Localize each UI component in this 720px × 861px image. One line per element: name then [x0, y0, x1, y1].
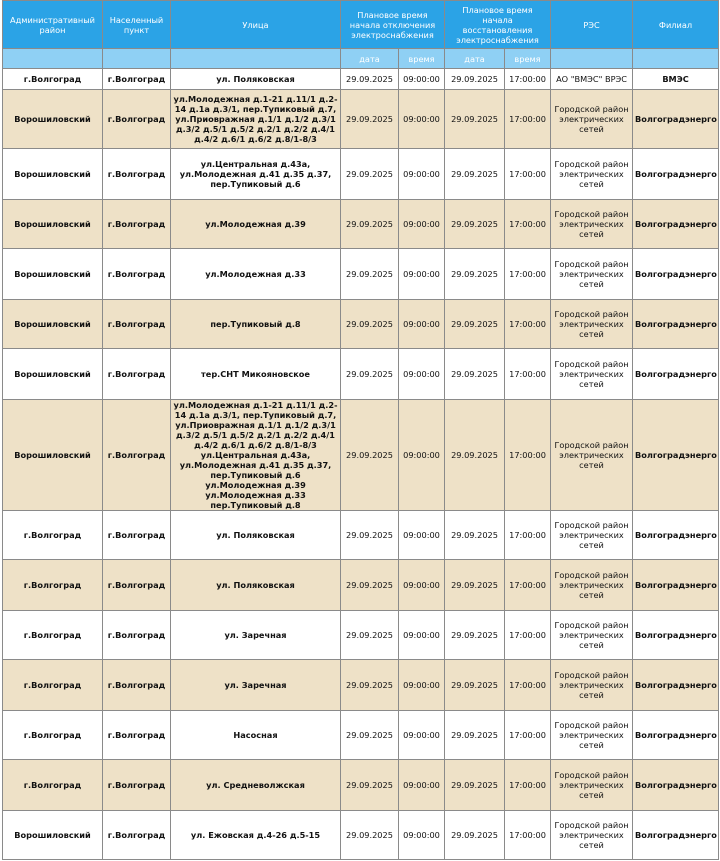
col-header-locality: Населенный пункт [103, 1, 171, 49]
cell-off-time: 09:00:00 [399, 511, 445, 560]
cell-on-time: 17:00:00 [505, 249, 551, 300]
cell-on-date: 29.09.2025 [445, 349, 505, 400]
cell-on-date: 29.09.2025 [445, 149, 505, 200]
table-row [3, 300, 719, 349]
cell-district: Ворошиловский [3, 249, 103, 300]
cell-off-date: 29.09.2025 [341, 511, 399, 560]
cell-res: Городской район электрических сетей [551, 811, 633, 860]
cell-off-time: 09:00:00 [399, 200, 445, 249]
cell-locality: г.Волгоград [103, 660, 171, 711]
cell-on-date: 29.09.2025 [445, 90, 505, 149]
subheader-empty [103, 49, 171, 69]
cell-on-time: 17:00:00 [505, 560, 551, 611]
cell-branch: Волгоградэнерго [633, 249, 719, 300]
cell-locality: г.Волгоград [103, 200, 171, 249]
cell-off-date: 29.09.2025 [341, 300, 399, 349]
cell-street: ул.Молодежная д.1-21 д.11/1 д.2-14 д.1а д.3/1, пер.Тупиковый д.7, ул.Приовражная д.1/1 д.1/2 д.3/1 д.3/2 д.5/1 д.5/2 д.2/1 д.2/2 д.4/1 д.4/2 д.6/1 д.6/2 д.8/1-8/3 [171, 90, 341, 149]
cell-off-date: 29.09.2025 [341, 560, 399, 611]
cell-district: г.Волгоград [3, 560, 103, 611]
cell-on-time: 17:00:00 [505, 511, 551, 560]
cell-on-date: 29.09.2025 [445, 760, 505, 811]
cell-off-date: 29.09.2025 [341, 811, 399, 860]
cell-district: Ворошиловский [3, 300, 103, 349]
cell-district: Ворошиловский [3, 149, 103, 200]
cell-on-date: 29.09.2025 [445, 611, 505, 660]
cell-branch: Волгоградэнерго [633, 511, 719, 560]
cell-street: ул. Заречная [171, 611, 341, 660]
cell-res: Городской район электрических сетей [551, 611, 633, 660]
cell-res: Городской район электрических сетей [551, 711, 633, 760]
cell-off-date: 29.09.2025 [341, 69, 399, 90]
cell-off-date: 29.09.2025 [341, 711, 399, 760]
cell-branch: Волгоградэнерго [633, 400, 719, 511]
table-row [3, 611, 719, 660]
table-row [3, 760, 719, 811]
table-row [3, 69, 719, 90]
cell-district: Ворошиловский [3, 200, 103, 249]
table-row [3, 400, 719, 511]
cell-street: ул. Поляковская [171, 69, 341, 90]
cell-on-time: 17:00:00 [505, 400, 551, 511]
col-header-res: РЭС [551, 1, 633, 49]
cell-off-date: 29.09.2025 [341, 660, 399, 711]
cell-on-time: 17:00:00 [505, 660, 551, 711]
cell-locality: г.Волгоград [103, 760, 171, 811]
cell-res: Городской район электрических сетей [551, 90, 633, 149]
cell-district: г.Волгоград [3, 660, 103, 711]
cell-branch: Волгоградэнерго [633, 760, 719, 811]
cell-street: тер.СНТ Микояновское [171, 349, 341, 400]
cell-on-date: 29.09.2025 [445, 711, 505, 760]
subheader-empty [3, 49, 103, 69]
table-row [3, 560, 719, 611]
cell-district: Ворошиловский [3, 349, 103, 400]
cell-district: г.Волгоград [3, 760, 103, 811]
subheader-on-date: дата [445, 49, 505, 69]
table-row [3, 511, 719, 560]
cell-off-time: 09:00:00 [399, 400, 445, 511]
table-row [3, 660, 719, 711]
outage-table [2, 0, 719, 860]
cell-on-date: 29.09.2025 [445, 249, 505, 300]
subheader-empty [633, 49, 719, 69]
cell-on-time: 17:00:00 [505, 711, 551, 760]
cell-district: г.Волгоград [3, 511, 103, 560]
cell-off-time: 09:00:00 [399, 660, 445, 711]
cell-on-time: 17:00:00 [505, 611, 551, 660]
cell-street: ул. Ежовская д.4-26 д.5-15 [171, 811, 341, 860]
cell-street: ул.Молодежная д.1-21 д.11/1 д.2-14 д.1а д.3/1, пер.Тупиковый д.7, ул.Приовражная д.1/1 д.1/2 д.3/1 д.3/2 д.5/1 д.5/2 д.2/1 д.2/2 д.4/1 д.4/2 д.6/1 д.6/2 д.8/1-8/3 ул.Центральная д.43а, ул.Молодежная д.41 д.35 д.37, пер.Тупиковый д.6 ул.Молодежная д.39 ул.Молодежная д.33 пер.Тупиковый д.8 [171, 400, 341, 511]
col-header-off-time: Плановое время начала отключения электроснабжения [341, 1, 445, 49]
cell-off-date: 29.09.2025 [341, 400, 399, 511]
cell-locality: г.Волгоград [103, 611, 171, 660]
cell-street: ул. Заречная [171, 660, 341, 711]
cell-res: Городской район электрических сетей [551, 660, 633, 711]
subheader-empty [551, 49, 633, 69]
subheader-on-time: время [505, 49, 551, 69]
cell-on-time: 17:00:00 [505, 149, 551, 200]
cell-branch: Волгоградэнерго [633, 811, 719, 860]
cell-off-time: 09:00:00 [399, 149, 445, 200]
cell-off-date: 29.09.2025 [341, 349, 399, 400]
cell-locality: г.Волгоград [103, 69, 171, 90]
cell-off-time: 09:00:00 [399, 90, 445, 149]
cell-district: г.Волгоград [3, 711, 103, 760]
cell-street: ул. Поляковская [171, 511, 341, 560]
table-row [3, 200, 719, 249]
cell-off-date: 29.09.2025 [341, 249, 399, 300]
cell-district: г.Волгоград [3, 69, 103, 90]
cell-district: Ворошиловский [3, 400, 103, 511]
cell-street: ул. Поляковская [171, 560, 341, 611]
cell-branch: Волгоградэнерго [633, 560, 719, 611]
cell-res: АО "ВМЭС" ВРЭС [551, 69, 633, 90]
cell-off-date: 29.09.2025 [341, 149, 399, 200]
cell-on-time: 17:00:00 [505, 90, 551, 149]
subheader-off-date: дата [341, 49, 399, 69]
cell-off-time: 09:00:00 [399, 69, 445, 90]
cell-on-date: 29.09.2025 [445, 511, 505, 560]
cell-on-date: 29.09.2025 [445, 300, 505, 349]
table-row [3, 349, 719, 400]
cell-on-date: 29.09.2025 [445, 400, 505, 511]
subheader-off-time: время [399, 49, 445, 69]
cell-off-time: 09:00:00 [399, 811, 445, 860]
cell-res: Городской район электрических сетей [551, 760, 633, 811]
cell-on-time: 17:00:00 [505, 760, 551, 811]
cell-locality: г.Волгоград [103, 349, 171, 400]
col-header-branch: Филиал [633, 1, 719, 49]
cell-res: Городской район электрических сетей [551, 511, 633, 560]
cell-res: Городской район электрических сетей [551, 149, 633, 200]
cell-off-date: 29.09.2025 [341, 760, 399, 811]
cell-off-date: 29.09.2025 [341, 200, 399, 249]
cell-locality: г.Волгоград [103, 300, 171, 349]
cell-off-time: 09:00:00 [399, 249, 445, 300]
cell-street: ул.Молодежная д.39 [171, 200, 341, 249]
table-body [3, 69, 719, 860]
cell-branch: Волгоградэнерго [633, 349, 719, 400]
cell-off-time: 09:00:00 [399, 349, 445, 400]
cell-off-time: 09:00:00 [399, 300, 445, 349]
cell-locality: г.Волгоград [103, 511, 171, 560]
cell-district: Ворошиловский [3, 90, 103, 149]
cell-branch: Волгоградэнерго [633, 660, 719, 711]
cell-locality: г.Волгоград [103, 560, 171, 611]
cell-on-date: 29.09.2025 [445, 660, 505, 711]
cell-on-time: 17:00:00 [505, 200, 551, 249]
cell-on-date: 29.09.2025 [445, 560, 505, 611]
cell-locality: г.Волгоград [103, 149, 171, 200]
cell-on-time: 17:00:00 [505, 349, 551, 400]
cell-district: г.Волгоград [3, 611, 103, 660]
cell-on-date: 29.09.2025 [445, 69, 505, 90]
cell-district: Ворошиловский [3, 811, 103, 860]
cell-branch: Волгоградэнерго [633, 300, 719, 349]
cell-off-time: 09:00:00 [399, 760, 445, 811]
cell-locality: г.Волгоград [103, 711, 171, 760]
table-row [3, 711, 719, 760]
cell-street: ул.Центральная д.43а, ул.Молодежная д.41 д.35 д.37, пер.Тупиковый д.6 [171, 149, 341, 200]
cell-res: Городской район электрических сетей [551, 349, 633, 400]
cell-street: пер.Тупиковый д.8 [171, 300, 341, 349]
cell-locality: г.Волгоград [103, 249, 171, 300]
cell-branch: Волгоградэнерго [633, 90, 719, 149]
cell-res: Городской район электрических сетей [551, 400, 633, 511]
cell-branch: ВМЭС [633, 69, 719, 90]
cell-locality: г.Волгоград [103, 811, 171, 860]
cell-off-time: 09:00:00 [399, 611, 445, 660]
cell-res: Городской район электрических сетей [551, 200, 633, 249]
cell-res: Городской район электрических сетей [551, 249, 633, 300]
cell-res: Городской район электрических сетей [551, 560, 633, 611]
col-header-on-time: Плановое время начала восстановления электроснабжения [445, 1, 551, 49]
cell-off-time: 09:00:00 [399, 560, 445, 611]
cell-off-date: 29.09.2025 [341, 611, 399, 660]
cell-on-time: 17:00:00 [505, 300, 551, 349]
table-row [3, 149, 719, 200]
header-row [3, 1, 719, 49]
cell-branch: Волгоградэнерго [633, 611, 719, 660]
cell-locality: г.Волгоград [103, 90, 171, 149]
cell-on-date: 29.09.2025 [445, 811, 505, 860]
cell-branch: Волгоградэнерго [633, 711, 719, 760]
cell-off-date: 29.09.2025 [341, 90, 399, 149]
col-header-district: Административный район [3, 1, 103, 49]
table-row [3, 249, 719, 300]
cell-on-time: 17:00:00 [505, 811, 551, 860]
col-header-street: Улица [171, 1, 341, 49]
cell-street: ул. Средневолжская [171, 760, 341, 811]
cell-branch: Волгоградэнерго [633, 149, 719, 200]
cell-on-date: 29.09.2025 [445, 200, 505, 249]
cell-street: Насосная [171, 711, 341, 760]
cell-locality: г.Волгоград [103, 400, 171, 511]
subheader-row [3, 49, 719, 69]
table-row [3, 811, 719, 860]
cell-on-time: 17:00:00 [505, 69, 551, 90]
subheader-empty [171, 49, 341, 69]
cell-res: Городской район электрических сетей [551, 300, 633, 349]
cell-off-time: 09:00:00 [399, 711, 445, 760]
cell-street: ул.Молодежная д.33 [171, 249, 341, 300]
cell-branch: Волгоградэнерго [633, 200, 719, 249]
table-row [3, 90, 719, 149]
